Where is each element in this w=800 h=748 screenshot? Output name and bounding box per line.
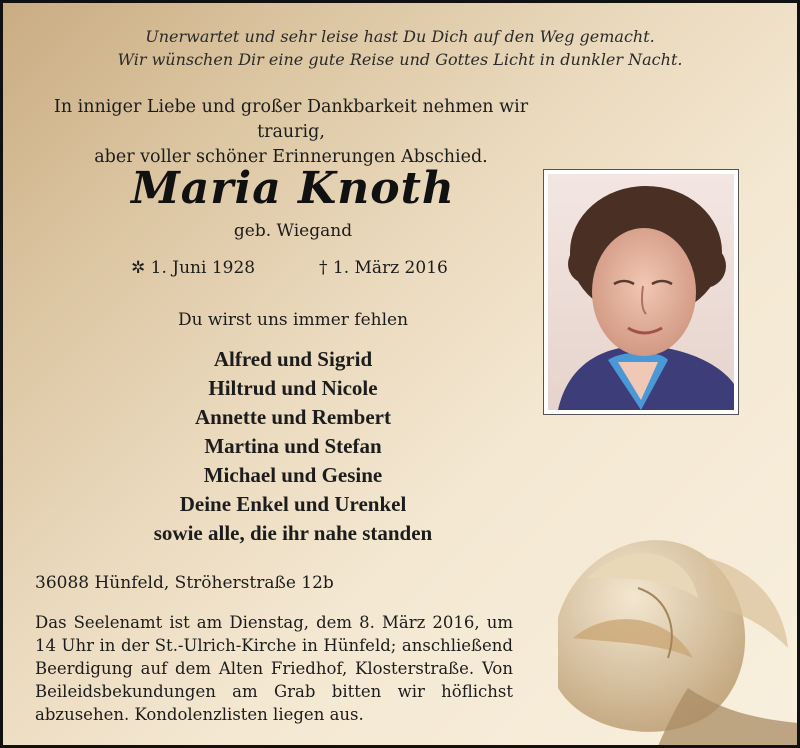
poem-line-1: Unerwartet und sehr leise hast Du Dich auf den Weg gemacht.	[145, 27, 655, 46]
death-date: † 1. März 2016	[319, 258, 448, 278]
rose-illustration	[518, 518, 798, 746]
intro-line-1: In inniger Liebe und großer Dankbarkeit nehmen wir traurig,	[53, 97, 529, 142]
address: 36088 Hünfeld, Ströherstraße 12b	[35, 573, 334, 593]
mourner-entry: Hiltrud und Nicole	[208, 376, 378, 400]
maiden-name: geb. Wiegand	[233, 221, 353, 241]
funeral-info: Das Seelenamt ist am Dienstag, dem 8. März 2016, um 14 Uhr in der St.-Ulrich-Kirche in Hünfeld; anschließend Beerdigung auf dem Alten Friedhof, Klosterstraße. Von Beileidsbekundungen am Grab bitten wir höflichst abzusehen. Kondolenzlisten liegen aus.	[35, 613, 513, 724]
poem-line-2: Wir wünschen Dir eine gute Reise und Gottes Licht in dunkler Nacht.	[117, 50, 683, 69]
mourner-entry: Annette und Rembert	[195, 405, 391, 429]
missed-text: Du wirst uns immer fehlen	[177, 310, 409, 330]
mourner-entry: Deine Enkel und Urenkel	[179, 492, 407, 516]
mourner-entry: Alfred und Sigrid	[213, 347, 373, 371]
poem	[3, 25, 797, 71]
mourner-entry: sowie alle, die ihr nahe standen	[153, 521, 433, 545]
mourner-entry: Martina und Stefan	[204, 434, 382, 458]
mourners-list	[33, 345, 553, 548]
intro-text	[31, 95, 551, 170]
mourner-entry: Michael und Gesine	[203, 463, 383, 487]
deceased-name: Maria Knoth	[131, 163, 455, 214]
portrait-image	[548, 174, 734, 410]
intro-line-2: aber voller schöner Erinnerungen Abschied.	[94, 147, 488, 167]
portrait-photo	[543, 169, 739, 415]
birth-date: ✲ 1. Juni 1928	[131, 258, 256, 278]
